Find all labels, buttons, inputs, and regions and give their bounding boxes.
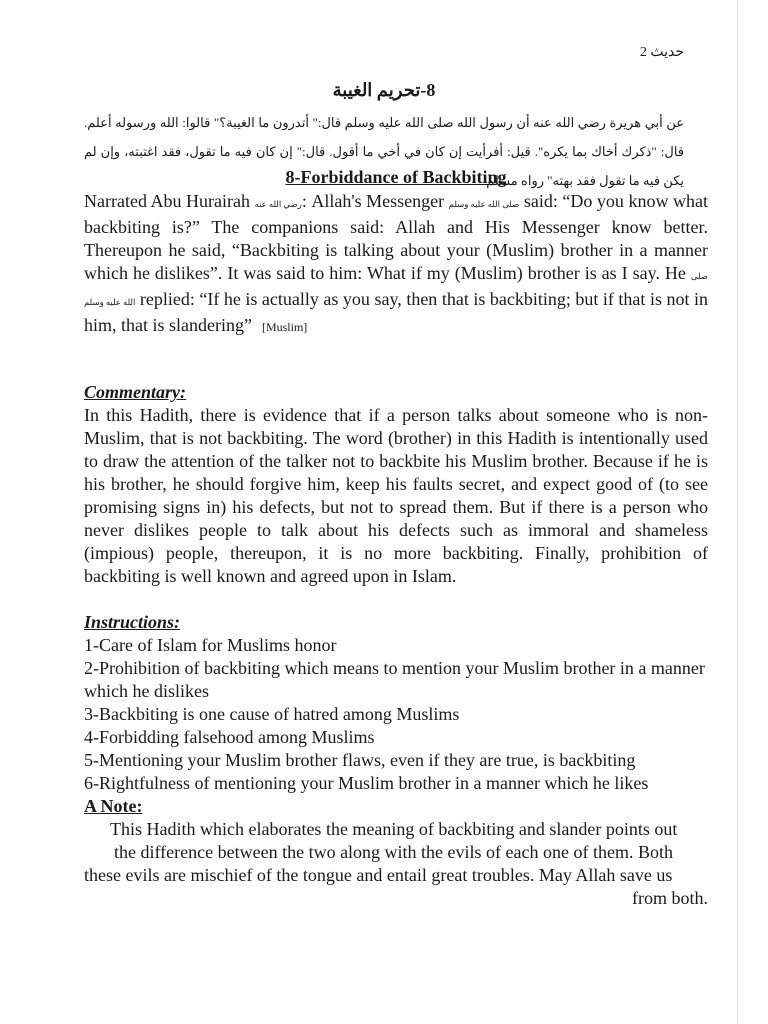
note-section [84,795,708,910]
commentary-section [84,381,708,588]
commentary-text: In this Hadith, there is evidence that if a person talks about someone who is non-Muslim, that is not backbiting. The word (brother) in this Hadith is intentionally used to draw the attention of the talker not to backbite his Muslim brother. Because if he is his brother, he should forgive him, keep his faults secret, and expect good of (to see promising signs in) his defects, but not to spread them. But if there is a person who never dislikes people to talk about his defects such as immoral and shameless (impious) people, thereupon, it is no more backbiting. Finally, prohibition of backbiting is well known and agreed upon in Islam. [84,405,708,586]
hadith-source: [Muslim] [261,320,308,334]
honorific-3: صلى الله عليه وسلم [84,271,709,307]
instruction-item: 4-Forbidding falsehood among Muslims [84,727,375,747]
instruction-item: 6-Rightfulness of mentioning your Muslim brother in a manner which he likes [84,773,649,793]
english-title: 8-Forbiddance of Backbiting [285,167,507,187]
hadith-part-4: replied: “If he is actually as you say, then that is backbiting; but if that is not in him, that is slandering” [84,289,709,335]
arabic-hadith-text: عن أبي هريرة رضي الله عنه أن رسول الله صلى الله عليه وسلم قال:" أتدرون ما الغيبة؟" قالوا: الله ورسوله أعلم. قال: "ذكرك أخاك بما يكره". قيل: أفرأيت إن كان في أخي ما أقول. قال:" إن كان فيه ما تقول، فقد اغتبته، وإن لم يكن فيه ما تقول فقد بهته" رواه مسلم [84,115,684,188]
arabic-title: 8-تحريم الغيبة [332,80,436,100]
page-number: حديث 2 [639,45,684,60]
hadith-translation [84,190,708,339]
page-edge [737,0,738,1024]
hadith-part-1: Narrated Abu Hurairah [84,191,251,211]
instruction-item: 1-Care of Islam for Muslims honor [84,635,337,655]
note-line: these evils are mischief of the tongue and entail great troubles. May Allah save us [84,865,673,885]
instructions-section [84,611,708,795]
commentary-heading: Commentary: [84,382,186,402]
main-content [84,166,708,910]
instructions-list [84,634,708,795]
instruction-item: 3-Backbiting is one cause of hatred among Muslims [84,704,460,724]
note-line: This Hadith which elaborates the meaning of backbiting and slander points out [110,819,678,839]
note-line: the difference between the two along with the evils of each one of them. Both [114,842,673,862]
hadith-part-3: said: “Do you know what backbiting is?” The companions said: Allah and His Messenger know better. Thereupon he said, “Backbiting is talking about your (Muslim) brother in a manner which he dislikes”. It was said to him: What if my (Muslim) brother is as I say. He [84,191,708,283]
instructions-heading: Instructions: [84,612,181,632]
instruction-item: 5-Mentioning your Muslim brother flaws, even if they are true, is backbiting [84,750,636,770]
instruction-item: 2-Prohibition of backbiting which means to mention your Muslim brother in a manner which he dislikes [84,658,705,701]
honorific-2: صلى الله عليه وسلم [448,199,520,209]
note-line: from both. [632,888,708,908]
hadith-part-2: : Allah's Messenger [301,191,445,211]
note-heading: A Note: [84,796,143,816]
honorific-1: رضي الله عنه [254,199,302,209]
